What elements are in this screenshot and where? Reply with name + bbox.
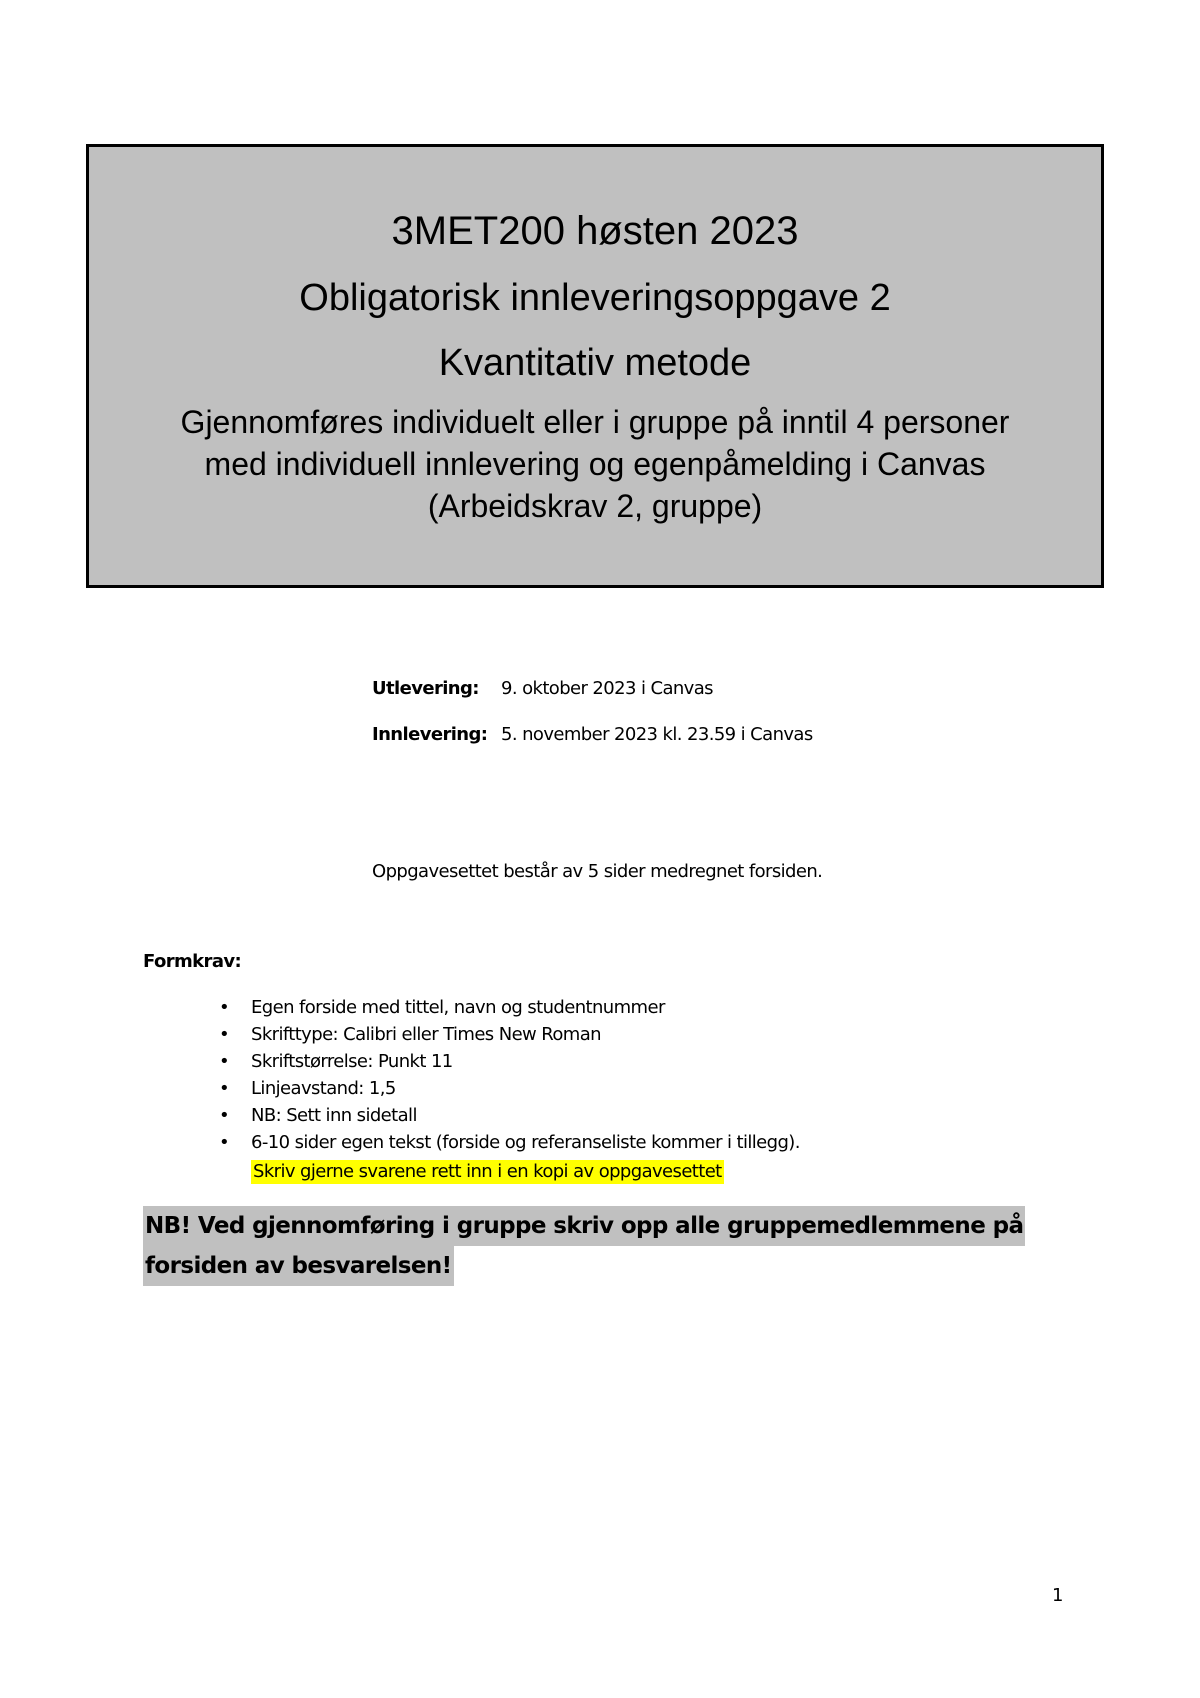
submission-value: 5. november 2023 kl. 23.59 i Canvas xyxy=(501,724,813,745)
list-item-text: Skriftstørrelse: Punkt 11 xyxy=(251,1051,453,1072)
assignment-description xyxy=(89,401,1101,527)
list-item-text: 6-10 sider egen tekst (forside og referanseliste kommer i tillegg). xyxy=(251,1132,800,1153)
bullet: • xyxy=(219,1024,230,1045)
bullet: • xyxy=(219,1078,230,1099)
dates-section xyxy=(372,678,813,770)
subject-title: Kvantitativ metode xyxy=(438,342,752,384)
nb-notice-line: NB! Ved gjennomføring i gruppe skriv opp alle gruppemedlemmene på xyxy=(143,1206,1025,1246)
description-line: med individuell innlevering og egenpåmelding i Canvas xyxy=(204,446,986,482)
list-item-text: Linjeavstand: 1,5 xyxy=(251,1078,396,1099)
handout-row xyxy=(372,678,813,724)
list-item xyxy=(143,1102,800,1129)
bullet: • xyxy=(219,1132,230,1153)
pages-note: Oppgavesettet består av 5 sider medregnet forsiden. xyxy=(372,861,823,882)
highlighted-note: Skriv gjerne svarene rett inn i en kopi av oppgavesettet xyxy=(253,1161,722,1182)
nb-notice-line: forsiden av besvarelsen! xyxy=(143,1246,454,1286)
requirements-list xyxy=(143,994,800,1156)
description-line: Gjennomføres individuelt eller i gruppe på inntil 4 personer xyxy=(180,404,1010,440)
bullet: • xyxy=(219,997,230,1018)
page-number: 1 xyxy=(1052,1585,1063,1606)
list-item-text: NB: Sett inn sidetall xyxy=(251,1105,417,1126)
list-item xyxy=(143,1075,800,1102)
list-item xyxy=(143,1021,800,1048)
submission-label: Innlevering: xyxy=(372,724,488,745)
handout-label: Utlevering: xyxy=(372,678,479,699)
list-item xyxy=(143,994,800,1021)
assignment-title: Obligatorisk innleveringsoppgave 2 xyxy=(299,277,891,319)
list-item xyxy=(143,1048,800,1075)
bullet: • xyxy=(219,1105,230,1126)
title-box xyxy=(86,144,1104,588)
list-item-text: Egen forside med tittel, navn og studentnummer xyxy=(251,997,665,1018)
course-title: 3MET200 høsten 2023 xyxy=(391,209,799,253)
list-item xyxy=(143,1129,800,1156)
description-line: (Arbeidskrav 2, gruppe) xyxy=(427,488,763,524)
list-item-text: Skrifttype: Calibri eller Times New Roman xyxy=(251,1024,601,1045)
formkrav-heading: Formkrav: xyxy=(143,951,242,972)
submission-row xyxy=(372,724,813,770)
handout-value: 9. oktober 2023 i Canvas xyxy=(501,678,713,699)
bullet: • xyxy=(219,1051,230,1072)
nb-notice xyxy=(143,1206,1025,1286)
